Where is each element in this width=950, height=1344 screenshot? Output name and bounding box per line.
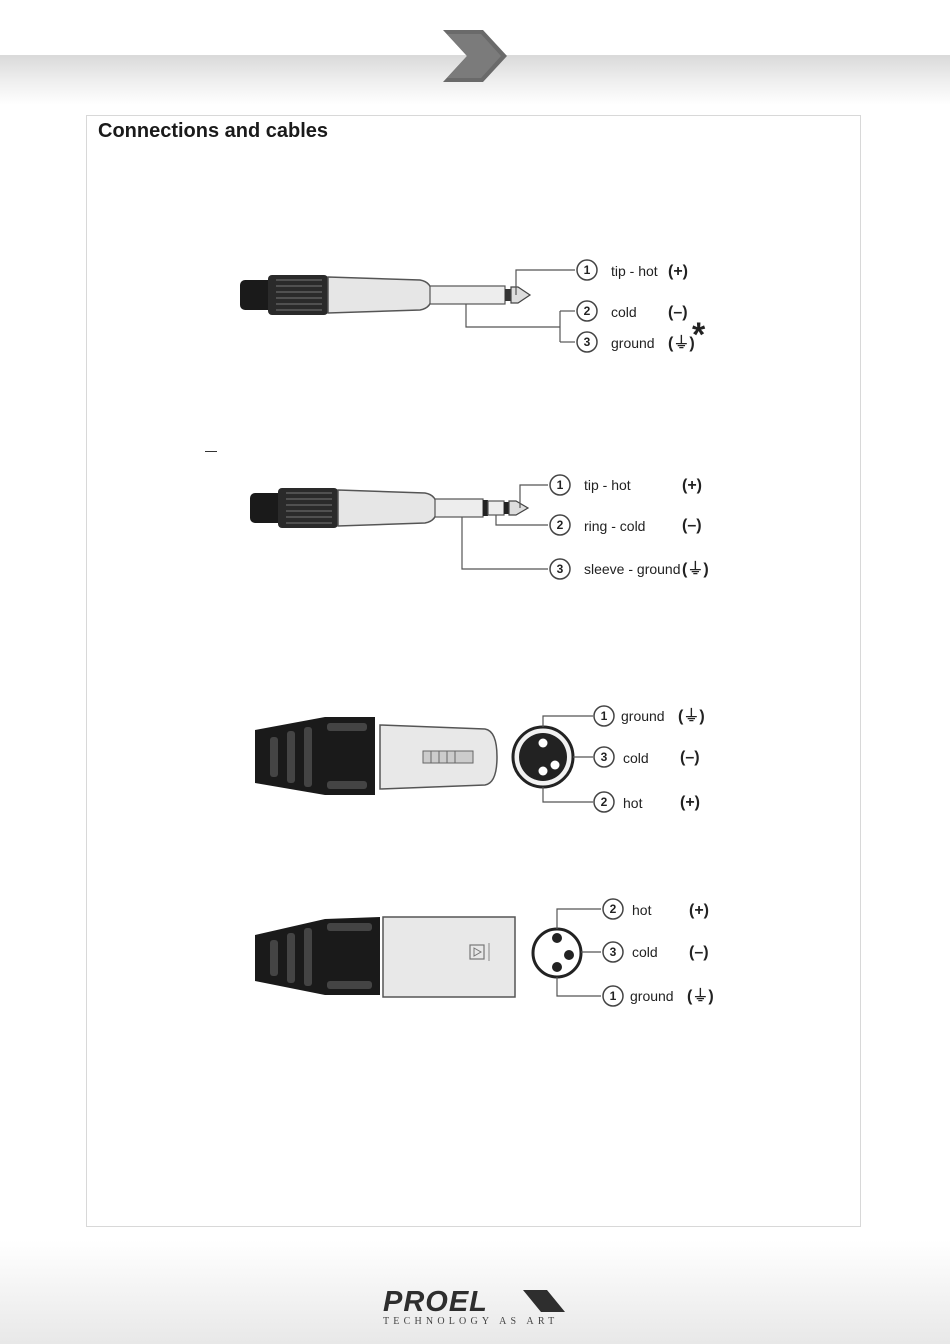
svg-text:ground: ground <box>630 988 674 1004</box>
svg-text:(⏚): (⏚) <box>687 988 714 1005</box>
trs-label-1 <box>550 475 702 495</box>
svg-text:hot: hot <box>632 902 652 918</box>
dash-mark <box>205 451 217 452</box>
svg-text:tip - hot: tip - hot <box>584 477 631 493</box>
svg-text:2: 2 <box>556 518 564 532</box>
section-title: Connections and cables <box>98 120 329 142</box>
xlr-male-label-1 <box>603 986 714 1006</box>
trs-label-3 <box>550 559 709 579</box>
svg-text:(–): (–) <box>668 304 688 321</box>
ts-label-2 <box>577 301 688 321</box>
double-chevron-icon <box>443 30 509 82</box>
xlr-male-plug <box>255 917 515 997</box>
trs-label-2 <box>550 515 702 535</box>
xlr-female-diagram <box>245 695 725 825</box>
svg-text:2: 2 <box>583 304 591 318</box>
xlr-male-diagram <box>245 895 735 1020</box>
svg-text:(–): (–) <box>680 749 700 766</box>
svg-text:sleeve - ground: sleeve - ground <box>584 561 681 577</box>
xlr-female-label-1 <box>594 706 705 726</box>
svg-text:tip - hot: tip - hot <box>611 263 658 279</box>
xlr-female-label-2 <box>594 792 700 812</box>
svg-text:3: 3 <box>556 562 564 576</box>
xlr-male-label-3 <box>603 942 709 962</box>
ts-label-3 <box>577 332 695 352</box>
svg-text:2: 2 <box>600 795 608 809</box>
svg-text:1: 1 <box>583 263 591 277</box>
svg-text:(–): (–) <box>682 517 702 534</box>
svg-text:2: 2 <box>609 902 617 916</box>
xlr-female-plug <box>255 717 497 795</box>
svg-text:3: 3 <box>600 750 608 764</box>
ts-label-1 <box>577 260 688 280</box>
xlr-female-label-3 <box>594 747 700 767</box>
svg-text:3: 3 <box>609 945 617 959</box>
svg-text:ground: ground <box>611 335 655 351</box>
svg-text:1: 1 <box>600 709 608 723</box>
svg-text:(⏚): (⏚) <box>668 335 695 352</box>
proel-logo <box>383 1286 573 1331</box>
proel-chevron-icon <box>523 1290 565 1312</box>
xlr-male-face <box>533 929 581 977</box>
svg-text:(–): (–) <box>689 944 709 961</box>
svg-text:(⏚): (⏚) <box>678 708 705 725</box>
logo-brand: PROEL <box>383 1286 488 1318</box>
svg-text:1: 1 <box>556 478 564 492</box>
svg-text:3: 3 <box>583 335 591 349</box>
ts-jack-diagram <box>230 250 730 360</box>
svg-text:(+): (+) <box>668 263 688 280</box>
logo-tagline: TECHNOLOGY AS ART <box>383 1316 559 1327</box>
svg-text:ring - cold: ring - cold <box>584 518 646 534</box>
asterisk-mark: * <box>692 316 706 354</box>
ts-jack-plug <box>240 275 530 315</box>
trs-jack-diagram <box>230 465 730 590</box>
svg-text:cold: cold <box>611 304 637 320</box>
svg-text:cold: cold <box>623 750 649 766</box>
svg-text:(+): (+) <box>680 794 700 811</box>
trs-jack-plug <box>250 488 528 528</box>
xlr-female-face <box>513 727 573 787</box>
xlr-male-label-2 <box>603 899 709 919</box>
svg-text:(+): (+) <box>682 477 702 494</box>
svg-text:cold: cold <box>632 944 658 960</box>
svg-text:hot: hot <box>623 795 643 811</box>
svg-text:ground: ground <box>621 708 665 724</box>
svg-text:(⏚): (⏚) <box>682 561 709 578</box>
svg-text:1: 1 <box>609 989 617 1003</box>
svg-text:(+): (+) <box>689 902 709 919</box>
